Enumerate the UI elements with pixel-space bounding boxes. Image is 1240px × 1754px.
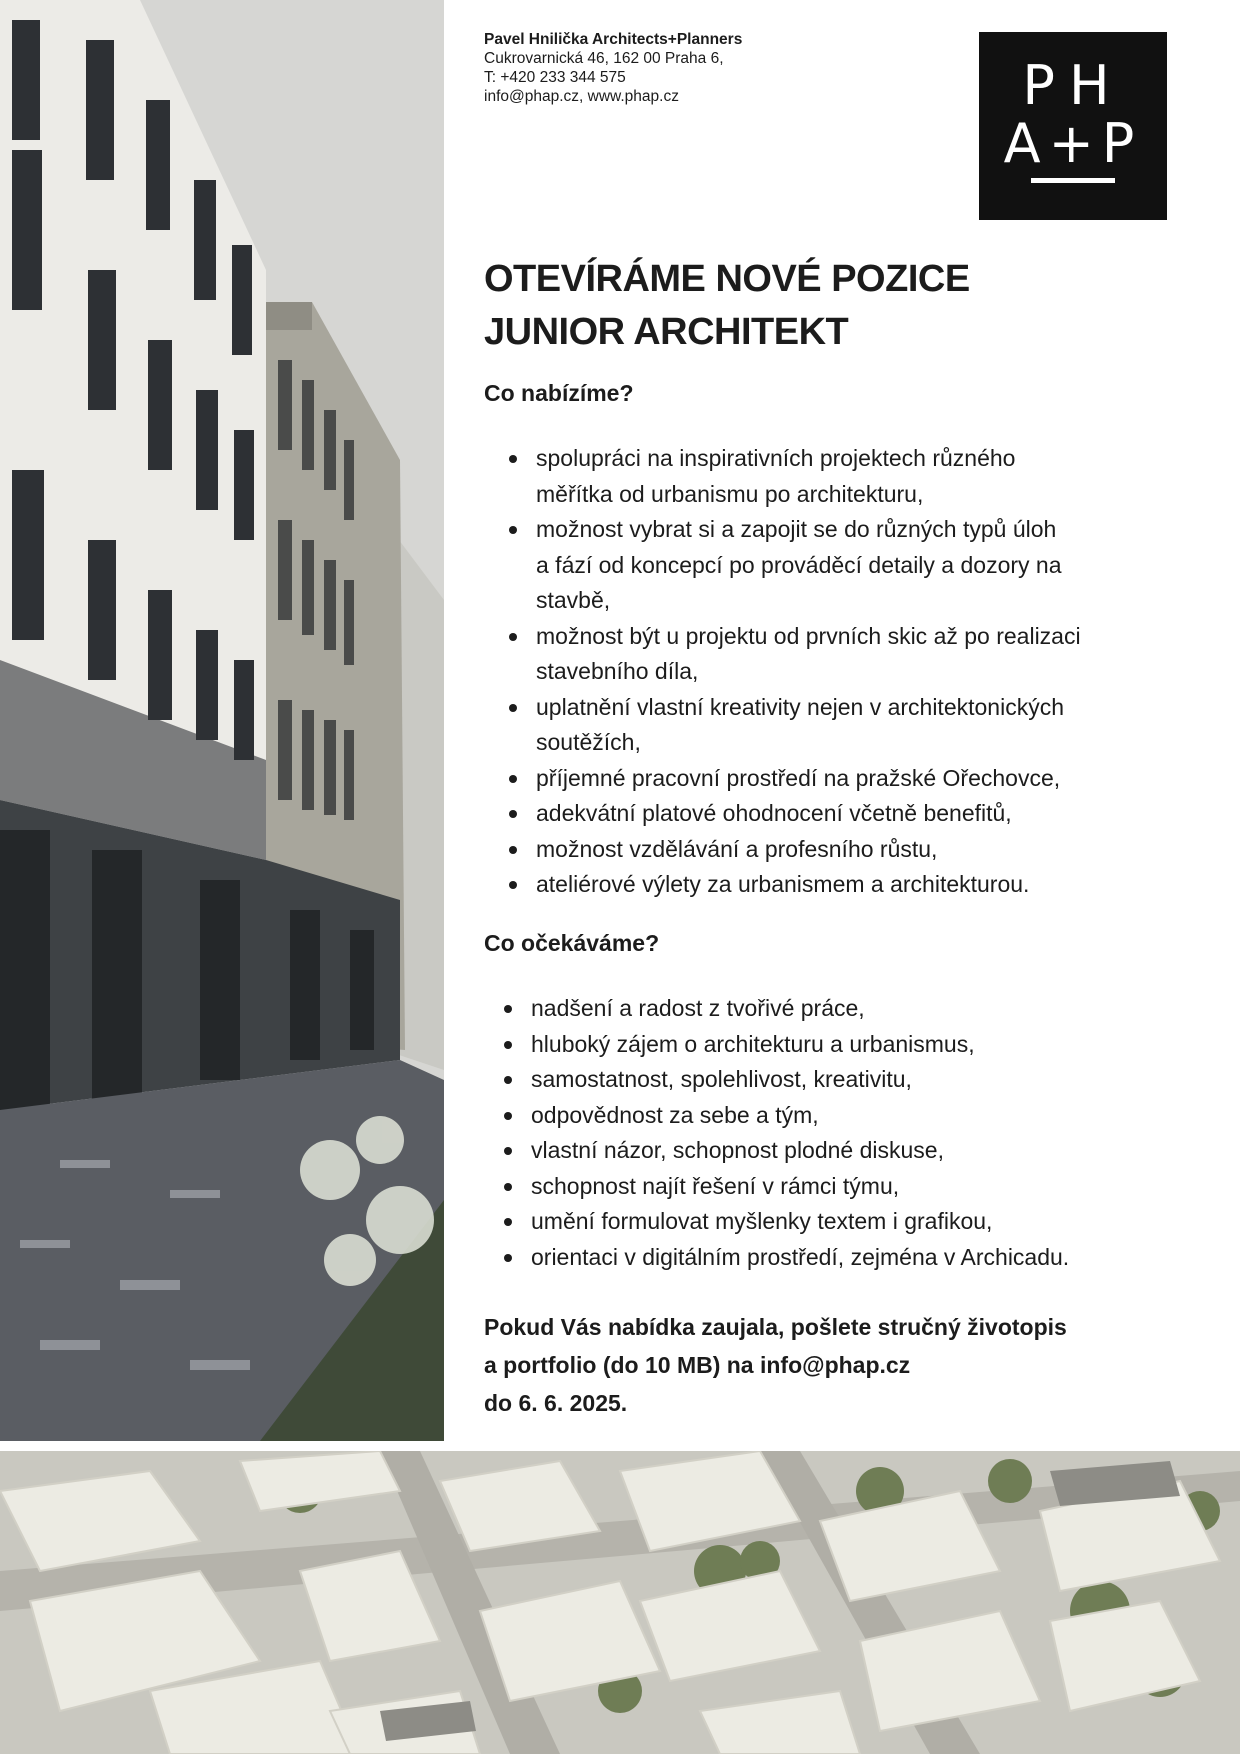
headline-line-1: OTEVÍRÁME NOVÉ POZICE xyxy=(484,258,970,300)
firm-name: Pavel Hnilička Architects+Planners xyxy=(484,31,743,48)
offer-list xyxy=(484,441,1164,903)
firm-address: Cukrovarnická 46, 162 00 Praha 6, xyxy=(484,50,724,67)
list-item: samostatnost, spolehlivost, kreativitu, xyxy=(484,1062,1164,1098)
headline-line-2: JUNIOR ARCHITEKT xyxy=(484,311,849,353)
list-item: schopnost najít řešení v rámci týmu, xyxy=(484,1169,1164,1205)
list-item: možnost být u projektu od prvních skic až po realizaci stavebního díla, xyxy=(484,619,1164,690)
phap-logo xyxy=(979,32,1167,220)
firm-web[interactable]: info@phap.cz, www.phap.cz xyxy=(484,88,679,105)
building-facade-photo xyxy=(0,0,444,1441)
building-facade-illustration xyxy=(0,0,444,1441)
logo-line-2: A+P xyxy=(1003,112,1143,175)
list-item: možnost vzdělávání a profesního růstu, xyxy=(484,832,1164,868)
offer-title: Co nabízíme? xyxy=(484,380,634,406)
list-item: spolupráci na inspirativních projektech různého měřítka od urbanismu po architekturu, xyxy=(484,441,1164,512)
expect-list xyxy=(484,991,1164,1275)
list-item: ateliérové výlety za urbanismem a architekturou. xyxy=(484,867,1164,903)
list-item: adekvátní platové ohodnocení včetně benefitů, xyxy=(484,796,1164,832)
list-item: příjemné pracovní prostředí na pražské Ořechovce, xyxy=(484,761,1164,797)
aerial-urban-model-photo xyxy=(0,1451,1240,1754)
closing-line-2: a portfolio (do 10 MB) na info@phap.cz xyxy=(484,1352,911,1378)
aerial-urban-model-illustration xyxy=(0,1451,1240,1754)
list-item: orientaci v digitálním prostředí, zejména v Archicadu. xyxy=(484,1240,1164,1276)
list-item: nadšení a radost z tvořivé práce, xyxy=(484,991,1164,1027)
closing-call-to-action xyxy=(484,1308,1184,1422)
closing-line-3: do 6. 6. 2025. xyxy=(484,1390,628,1416)
list-item: odpovědnost za sebe a tým, xyxy=(484,1098,1164,1134)
logo-underline xyxy=(1031,178,1115,183)
contact-block xyxy=(484,30,904,106)
page-headline xyxy=(484,253,1184,359)
list-item: možnost vybrat si a zapojit se do různých typů úloh a fází od koncepcí po prováděcí detaily a dozory na stavbě, xyxy=(484,512,1164,619)
phap-logo-mark xyxy=(979,32,1167,220)
list-item: umění formulovat myšlenky textem i grafikou, xyxy=(484,1204,1164,1240)
logo-line-1: PH xyxy=(1022,54,1124,117)
list-item: hluboký zájem o architekturu a urbanismus, xyxy=(484,1027,1164,1063)
list-item: vlastní názor, schopnost plodné diskuse, xyxy=(484,1133,1164,1169)
list-item: uplatnění vlastní kreativity nejen v architektonických soutěžích, xyxy=(484,690,1164,761)
closing-line-1: Pokud Vás nabídka zaujala, pošlete stručný životopis xyxy=(484,1314,1067,1340)
expect-title: Co očekáváme? xyxy=(484,930,660,956)
firm-phone: T: +420 233 344 575 xyxy=(484,69,626,86)
